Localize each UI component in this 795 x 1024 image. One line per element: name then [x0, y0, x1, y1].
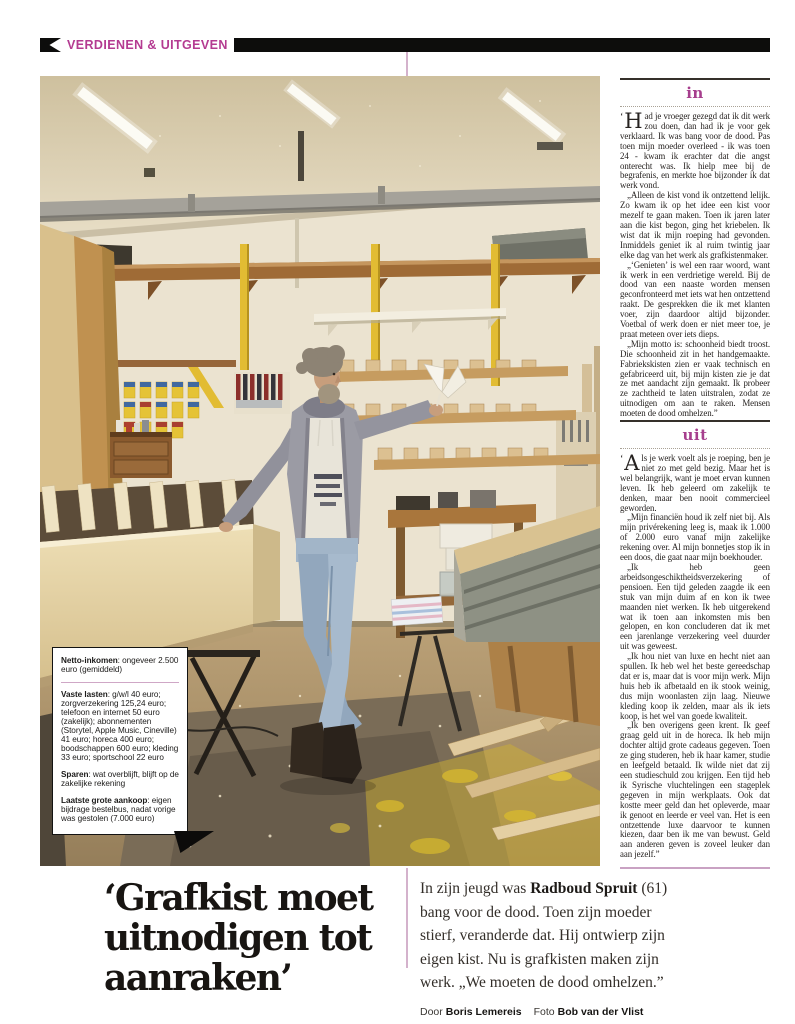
ceiling-pole — [298, 131, 304, 181]
subject-name: Radboud Spruit — [530, 880, 638, 897]
end-of-article-rule — [620, 867, 770, 869]
dotted-rule — [620, 106, 770, 107]
infobox-value: : g/w/l 40 euro; zorgverzekering 125,24 euro; telefoon en internet 50 euro (zakelijk); abonnementen (Storytel, Apple Music, Cineville) 41 euro; horeca 400 euro; boodschappen 600 euro; kleding 33 euro; sportschool 22 euro — [61, 690, 179, 762]
infobox-value: : wat overblijft, blijft op de zakelijke rekening — [61, 770, 179, 788]
paragraph: „Alleen de kist vond ik ontzettend lelijk. Zo kwam ik op het idee een kist voor mezelf te gaan maken. Toen ik jaren later aan die kist begon, ging het kriebelen. Ik wist dat ik mijn roeping had gevonden. Inmiddels geniet ik al ruim twintig jaar elke dag van het werk als grafkistenmaker. — [620, 190, 770, 260]
quote-mark: ‘ — [620, 112, 624, 123]
column-title-uit: uit — [682, 426, 708, 444]
paragraph: „Mijn motto is: schoonheid biedt troost. Die schoonheid zit in het handgemaakte. Fabriekskisten zien er vaak technisch en gefabriceerd uit, bij mijn kisten zie je dat ze met aandacht zijn gemaakt. Ik probeer ze zachtheid te laten uitstralen, zodat ze uitnodigen om aan te raken. Mensen moeten de dood omhelzen.” — [620, 338, 770, 419]
finance-info-box — [52, 647, 188, 835]
infobox-label: Vaste lasten — [61, 690, 108, 699]
column-top-rule — [620, 78, 770, 80]
pull-quote-line: ‘Grafkist moet — [104, 877, 373, 919]
infobox-label: Sparen — [61, 770, 89, 779]
infobox-item — [61, 796, 179, 823]
dotted-rule — [620, 448, 770, 449]
column-title-in: in — [686, 84, 704, 102]
paragraph — [620, 451, 770, 513]
paragraph: „Mijn financiën houd ik zelf niet bij. Als mijn privérekening leeg is, maak ik 1.000 of 2.000 euro vanaf mijn zakelijke rekening over. Al mijn bonnetjes stop ik in een doos, die gaat naar mijn boekhouder. — [620, 512, 770, 563]
intro-text: In zijn jeugd was — [420, 880, 531, 897]
quote-mark: ‘ — [620, 454, 624, 465]
section-kicker — [40, 38, 770, 52]
infobox-label: Laatste grote aankoop — [61, 796, 148, 805]
drop-cap: A — [624, 451, 640, 475]
infobox-item — [61, 770, 179, 788]
paragraph — [620, 109, 770, 191]
byline-foto-label: Foto — [533, 1005, 555, 1018]
byline-photographer: Bob van der Vlist — [557, 1005, 644, 1018]
column-hairline-bottom — [406, 868, 408, 968]
column-in — [620, 78, 770, 419]
infobox-value: : eigen bijdrage bestelbus, nadat vorige was gestolen (7.000 euro) — [61, 796, 176, 823]
byline — [420, 1001, 668, 1024]
kicker-arrow-icon — [40, 38, 61, 52]
paragraph-text: ad je vroeger gezegd dat ik dit werk zou doen, dan had ik je voor gek verklaard. Ik was bang voor de dood. Pas toen mijn moeder overleed - ik was toen 24 - kwam ik erachter dat die angst onterecht was. Ik hielp mee bij de begrafenis, en merkte hoe bijzonder ik dat werk vond. — [620, 111, 770, 191]
column-top-rule — [620, 420, 770, 422]
byline-author: Boris Lemereis — [445, 1005, 522, 1018]
infobox-label: Netto-inkomen — [61, 656, 118, 665]
byline-door-label: Door — [420, 1005, 443, 1018]
infobox-divider — [61, 682, 179, 683]
striped-board — [391, 596, 443, 625]
chisel-rack — [234, 372, 290, 414]
paragraph-text: ls je werk voelt als je roeping, ben je niet zo met geld bezig. Maar het is wel belangrijk, want je moet ervan kunnen leven. Ik heb geleerd om zakelijk te denken, maar ben nooit commercieel geworden. — [620, 453, 770, 513]
drop-cap: H — [624, 109, 643, 133]
paragraph: „Ik hou niet van luxe en hecht niet aan spullen. Ik heb wel het beste gereedschap dat er is, maar dat is voor mijn werk. Mijn huis heb ik afbetaald en ik stook weinig, dus mijn woonlasten zijn laag. Nieuwe kleding koop ik zelden, maar als ik iets koop, is het wel van goede kwaliteit. — [620, 651, 770, 721]
column-uit — [620, 420, 770, 869]
infobox-item — [61, 656, 179, 674]
pull-quote-line: aanraken’ — [104, 957, 292, 999]
infobox-value: : ongeveer 2.500 euro (gemiddeld) — [61, 656, 179, 674]
paragraph: „‘Genieten’ is wel een raar woord, want ik werk in een verdrietige wereld. Bij de dood van een naaste worden mensen geconfronteerd met iets wat hen ontzettend raakt. De gesprekken die ik met klanten voer, zijn daardoor altijd bijzonder. Voetbal of werk doen er niet meer toe, je praat meteen over iets dieps. — [620, 259, 770, 339]
intro-text: (61) bang voor de dood. Toen zijn moeder stierf, veranderde dat. Hij ontwierp zijn eigen kist. Nu is grafkisten maken zijn werk. „We moeten de dood omhelzen.” — [420, 880, 668, 991]
kicker-bar — [234, 38, 770, 52]
paragraph: „Ik ben overigens geen krent. Ik geef graag geld uit in de horeca. Ik heb mijn dochter altijd grote cadeaus gegeven. Toen ze ging studeren, heb ik haar kamer, studie en leefgeld betaald. Ik wilde niet dat zij een studieschuld zou krijgen. Een tijd heb ik Syrische vluchtelingen een stageplek gegeven in mijn werkplaats. Ook dat kostte meer geld dan het opleverde, maar ik genoot en leerde er veel van. Het is een ontzettende luxe daarvoor te kunnen kiezen, daar ben ik me van bewust. Geld aan anderen geven is zoveel leuker dan aan jezelf.” — [620, 720, 770, 860]
column-hairline-top — [406, 52, 408, 76]
kicker-label: VERDIENEN & UITGEVEN — [67, 38, 228, 52]
pull-quote-line: uitnodigen tot — [104, 917, 372, 959]
infobox-item — [61, 690, 179, 762]
article-intro — [420, 877, 668, 1024]
pull-quote — [104, 878, 394, 998]
beard — [318, 384, 340, 404]
paragraph: „Ik heb geen arbeidsongeschiktheidsverzekering of pensioen. Een tijd geleden zaagde ik een stuk van mijn duim af en kon ik twee maanden niet werken. Ik heb uitgerekend wat ik toen aan inkomsten mis ben gelopen, en kon concluderen dat ik met een jarenlange verzekering veel duurder uit was geweest. — [620, 561, 770, 652]
